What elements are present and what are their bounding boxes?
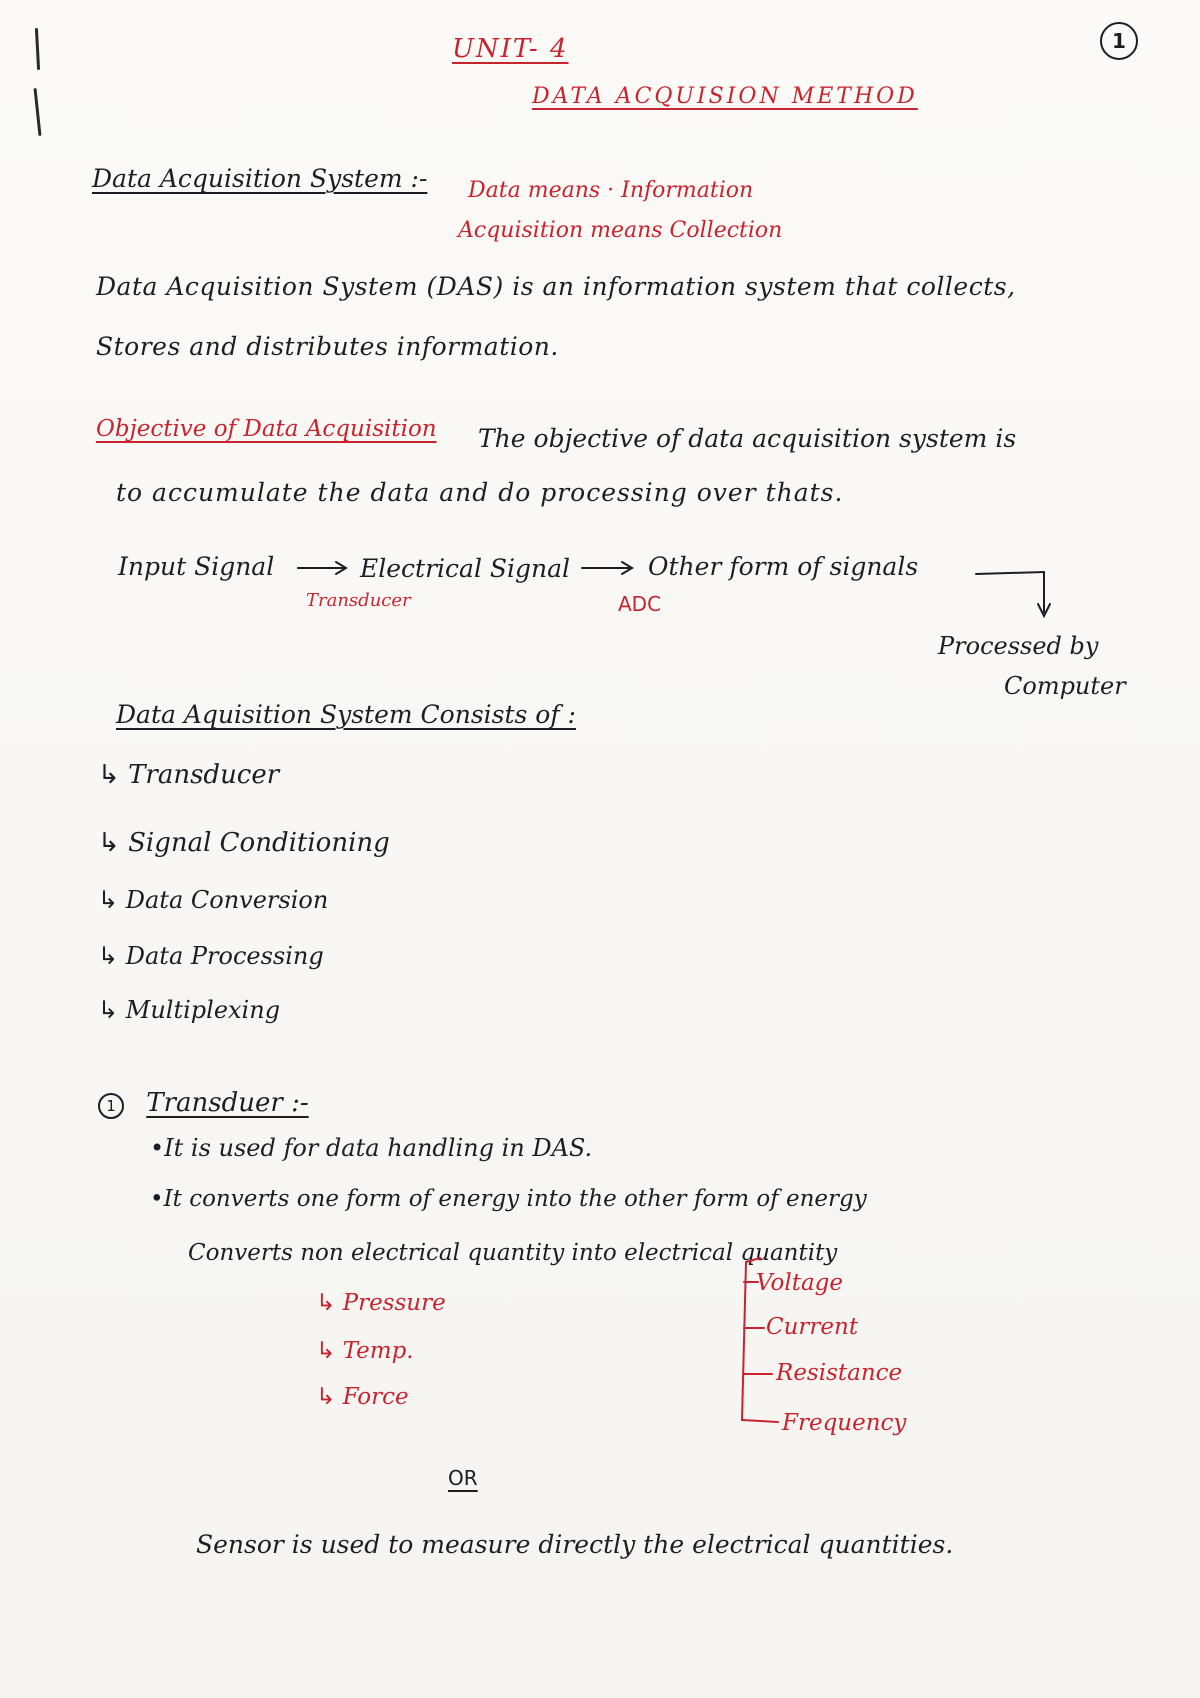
hook-arrow-icon: ↳ (316, 1290, 343, 1316)
electrical-bracket (742, 1262, 746, 1420)
flow-computer: Computer (1004, 672, 1126, 700)
electrical-item: Voltage (756, 1270, 843, 1296)
transducer-heading-row (98, 1088, 309, 1119)
hook-arrow-icon: ↳ (98, 760, 129, 790)
objective-line-1: The objective of data acquisition system is (478, 424, 1017, 453)
non-electrical-label: Temp. (342, 1338, 414, 1364)
margin-mark (35, 28, 40, 70)
flow-other-signals: Other form of signals (648, 552, 919, 581)
objective-line-2: to accumulate the data and do processing over thats. (116, 478, 844, 507)
das-label: Data Acquisition System :- (92, 164, 428, 193)
or-label: OR (448, 1466, 478, 1490)
non-electrical-item (316, 1290, 446, 1316)
consists-item (98, 760, 279, 790)
hook-arrow-icon: ↳ (98, 828, 129, 858)
acquisition-means-note: Acquisition means Collection (458, 218, 783, 243)
flow-electrical-signal: Electrical Signal (360, 554, 571, 583)
page-number: 1 (1100, 22, 1138, 60)
flow-transducer-label: Transducer (306, 590, 411, 611)
margin-mark (33, 88, 41, 136)
transducer-converts-line: Converts non electrical quantity into electrical quantity (188, 1240, 838, 1266)
bracket-arrow-frequency (742, 1420, 778, 1422)
flow-arrow-3 (976, 572, 1044, 612)
consists-item (98, 828, 390, 858)
page-title: DATA ACQUISION METHOD (532, 84, 918, 109)
consists-item-label: Transducer (128, 760, 280, 790)
non-electrical-label: Pressure (342, 1290, 446, 1316)
flow-arrowhead-2 (622, 562, 632, 574)
electrical-item: Current (766, 1314, 859, 1340)
non-electrical-item (316, 1384, 409, 1410)
electrical-item: Resistance (776, 1360, 903, 1386)
consists-item (98, 886, 328, 914)
consists-item-label: Signal Conditioning (128, 828, 390, 858)
hook-arrow-icon: ↳ (316, 1384, 343, 1410)
electrical-item: Frequency (782, 1410, 907, 1436)
consists-item (98, 996, 280, 1024)
non-electrical-item (316, 1338, 414, 1364)
non-electrical-label: Force (342, 1384, 409, 1410)
transducer-bullet-2: •It converts one form of energy into the other form of energy (150, 1186, 867, 1212)
flow-processed-by: Processed by (938, 632, 1099, 660)
consists-heading: Data Aquisition System Consists of : (116, 700, 576, 729)
transducer-bullet-1: •It is used for data handling in DAS. (150, 1134, 593, 1162)
consists-item-label: Data Processing (125, 942, 324, 970)
data-means-note: Data means · Information (468, 178, 754, 203)
transducer-heading: Transduer :- (146, 1088, 309, 1118)
section-number-badge: 1 (98, 1093, 124, 1119)
consists-item-label: Multiplexing (125, 996, 281, 1024)
flow-arrowhead-1 (336, 562, 346, 574)
sensor-line: Sensor is used to measure directly the electrical quantities. (196, 1530, 954, 1559)
hook-arrow-icon: ↳ (98, 942, 126, 970)
das-definition-line-2: Stores and distributes information. (96, 332, 559, 361)
flow-arrowhead-3 (1038, 604, 1050, 616)
hook-arrow-icon: ↳ (316, 1338, 343, 1364)
flow-adc-label: ADC (618, 592, 662, 616)
consists-item (98, 942, 324, 970)
hook-arrow-icon: ↳ (98, 996, 126, 1024)
hook-arrow-icon: ↳ (98, 886, 126, 914)
das-definition-line-1: Data Acquisition System (DAS) is an information system that collects, (96, 272, 1016, 301)
objective-label: Objective of Data Acquisition (96, 416, 437, 442)
flow-input-signal: Input Signal (118, 552, 275, 581)
consists-item-label: Data Conversion (125, 886, 329, 914)
unit-heading: UNIT- 4 (452, 34, 569, 64)
